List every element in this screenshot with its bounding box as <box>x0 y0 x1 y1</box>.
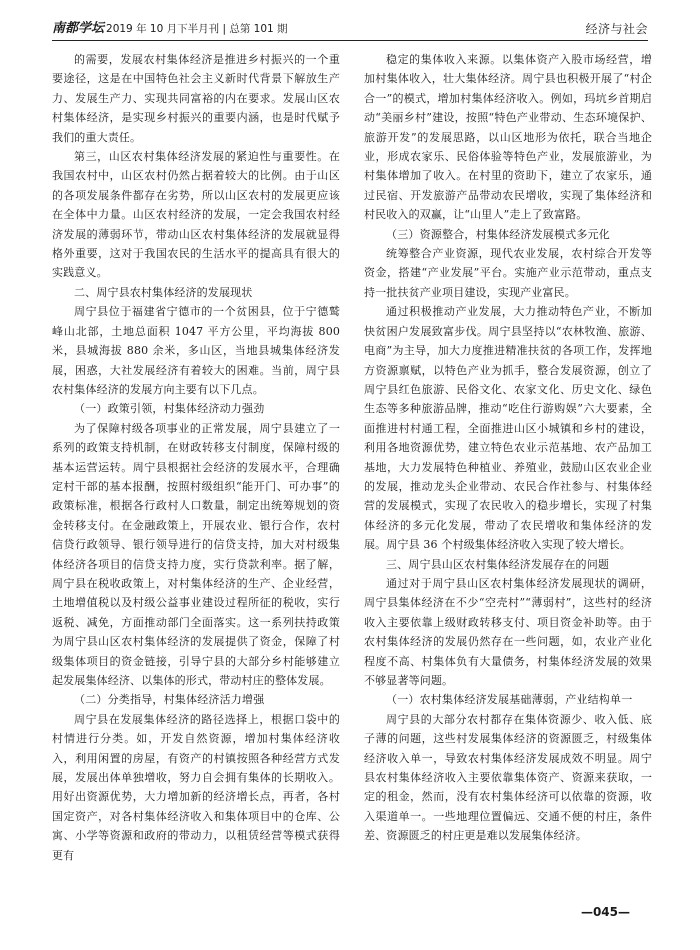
paragraph: 周宁县的大部分农村都存在集体资源少、收入低、底子薄的问题，这些村发展集体经济的资源匮乏，村级集体经济收入单一，导致农村集体经济发展成效不明显。周宁县农村集体经济收入主要依靠集体资产、资源来获取，一定的租金，然而，没有农村集体经济可以依靠的资源，收入渠道单一。一些地理位置偏远、交通不便的村庄，条件差、资源匮乏的村庄更是难以发展集体经济。 <box>364 712 652 843</box>
paragraph: 第三，山区农村集体经济发展的紧迫性与重要性。在我国农村中，山区农村仍然占据着较大的比例。由于山区的各项发展条件都存在劣势，所以山区农村的发展更应该在全体中力量。山区农村经济的发展，一定会我国农村经济发展的薄弱环节，带动山区农村集体经济的发展就显得格外重要，这对于我国农民的生活水平的提高具有很大的实践意义。 <box>52 150 340 280</box>
issue-info: 2019 年 10 月下半月刊 | 总第 101 期 <box>106 23 288 35</box>
paragraph: 周宁县在发展集体经济的路径选择上，根据口袋中的村情进行分类。如，开发自然资源，增加村集体经济收入，利用闲置的房屋，有资产的村镇按照各种经营方式发展，发展出体单独增收，努力自会拥有集体的长期收入。用好出资源优势，大力增加新的经济增长点，再者，各村国定资产，对各村集体经济收入和集体项目中的仓库、公寓、小学等资源和政府的带动力，以租赁经营等模式获得更有 <box>52 712 340 862</box>
paragraph: 周宁县位于福建省宁德市的一个贫困县，位于宁德鹫峰山北部，土地总面积 1047 平方公里，平均海拔 800 米，县城海拔 880 余米，多山区，当地县城集体经济发展，困惑，大社发展经济有着较大的困难。当前，周宁县农村集体经济的发展方向主要有以下几点。 <box>52 305 340 396</box>
paragraph: 稳定的集体收入来源。以集体资产入股市场经营，增加村集体收入，壮大集体经济。周宁县也积极开展了“村企合一”的模式，增加村集体经济收入。例如，玛坑乡首期启动“美丽乡村”建设，按照“特色产业带动、生态环境保护、旅游开发”的发展思路，以山区地形为依托，联合当地企业，形成农家乐、民俗体验等特色产业，发展旅游业，为村集体增加了收入。在村里的资助下，建立了农家乐，通过民宿、开发旅游产品带动农民增收，实现了集体经济和村民收入的双赢，让“山里人”走上了致富路。 <box>364 53 652 222</box>
section-heading: 三、周宁县山区农村集体经济发展存在的问题 <box>386 557 609 571</box>
subsection-heading: （三）资源整合，村集体经济发展模式多元化 <box>386 227 610 241</box>
right-column <box>364 50 652 895</box>
paragraph: 通过对于周宁县山区农村集体经济发展现状的调研，周宁县集体经济在不少“空壳村”“薄弱村”，这些村的经济收入主要依靠上级财政转移支付、项目资金补助等。由于农村集体经济的发展仍然存在一些问题，如，农业产业化程度不高、村集体负有大量债务，村集体经济发展的效果不够显著等问题。 <box>364 576 652 687</box>
subsection-heading: （一）农村集体经济发展基础薄弱，产业结构单一 <box>386 693 633 707</box>
page-number: —045— <box>580 905 630 919</box>
header-left <box>52 22 288 36</box>
paragraph: 统筹整合产业资源，现代农业发展，农村综合开发等资金，搭建“产业发展”平台。实施产业示范带动，重点支持一批扶贫产业项目建设，实现产业富民。 <box>364 247 652 299</box>
journal-name: 南都学坛 <box>52 21 105 36</box>
subsection-heading: （一）政策引领，村集体经济动力强劲 <box>74 402 265 416</box>
paragraph: 通过积极推动产业发展，大力推动特色产业，不断加快贫困户发展致富步伐。周宁县坚持以“农林牧渔、旅游、电商”为主导，加大力度推进精准扶贫的各项工作，发挥地方资源禀赋，以特色产业为抓手，整合发展资源，创立了周宁县红色旅游、民俗文化、农家文化、历史文化、绿色生态等多种旅游品牌，推动“吃住行游购娱”六大要素，全面推进村村通工程，全面推进山区小城镇和乡村的建设，利用各地资源优势，建立特色农业示范基地、农产品加工基地，大力发展特色种植业、养殖业，鼓励山区农业企业的发展，推动龙头企业带动、农民合作社参与、村集体经营的发展模式，实现了农民收入的稳步增长，实现了村集体经济的多元化发展，带动了农民增收和集体经济的发展。周宁县 36 个村级集体经济收入实现了较大增长。 <box>364 305 652 552</box>
section-title: 经济与社会 <box>585 22 648 36</box>
section-heading: 二、周宁县农村集体经济的发展现状 <box>74 285 253 299</box>
paragraph: 的需要，发展农村集体经济是推进乡村振兴的一个重要途径，这是在中国特色社会主义新时代背景下解放生产力、发展生产力、实现共同富裕的内在要求。发展山区农村集体经济，是实现乡村振兴的重要内涵，也是时代赋予我们的重大责任。 <box>52 53 340 144</box>
paragraph: 为了保障村级各项事业的正常发展，周宁县建立了一系列的政策支持机制，在财政转移支付制度，保障村级的基本运营运转。周宁县根据社会经济的发展水平，合理确定村干部的基本报酬，按照村级组织“能开门、可办事”的政策标准，根据各行政村人口数量，制定出统筹规划的资金转移支付。在金融政策上，开展农业、银行合作，农村信贷行政领导、银行领导进行的信贷支持，加大对村级集体经济各项目的信贷支持力度，实行贷款利率。据了解，周宁县在税收政策上，对村集体经济的生产、企业经营，土地增值税以及村级公益事业建设过程所征的税收，实行返税、减免，方面推动部门全面落实。这一系列扶持政策为周宁县山区农村集体经济的发展提供了资金，保障了村级集体项目的资金链接，引导宁县的大部分乡村能够建立起发展集体经济、以集体的形式，带动村庄的整体发展。 <box>52 421 340 687</box>
header-rule <box>52 40 648 41</box>
left-column <box>52 50 340 895</box>
page-header <box>52 14 648 36</box>
subsection-heading: （二）分类指导，村集体经济活力增强 <box>74 693 265 707</box>
